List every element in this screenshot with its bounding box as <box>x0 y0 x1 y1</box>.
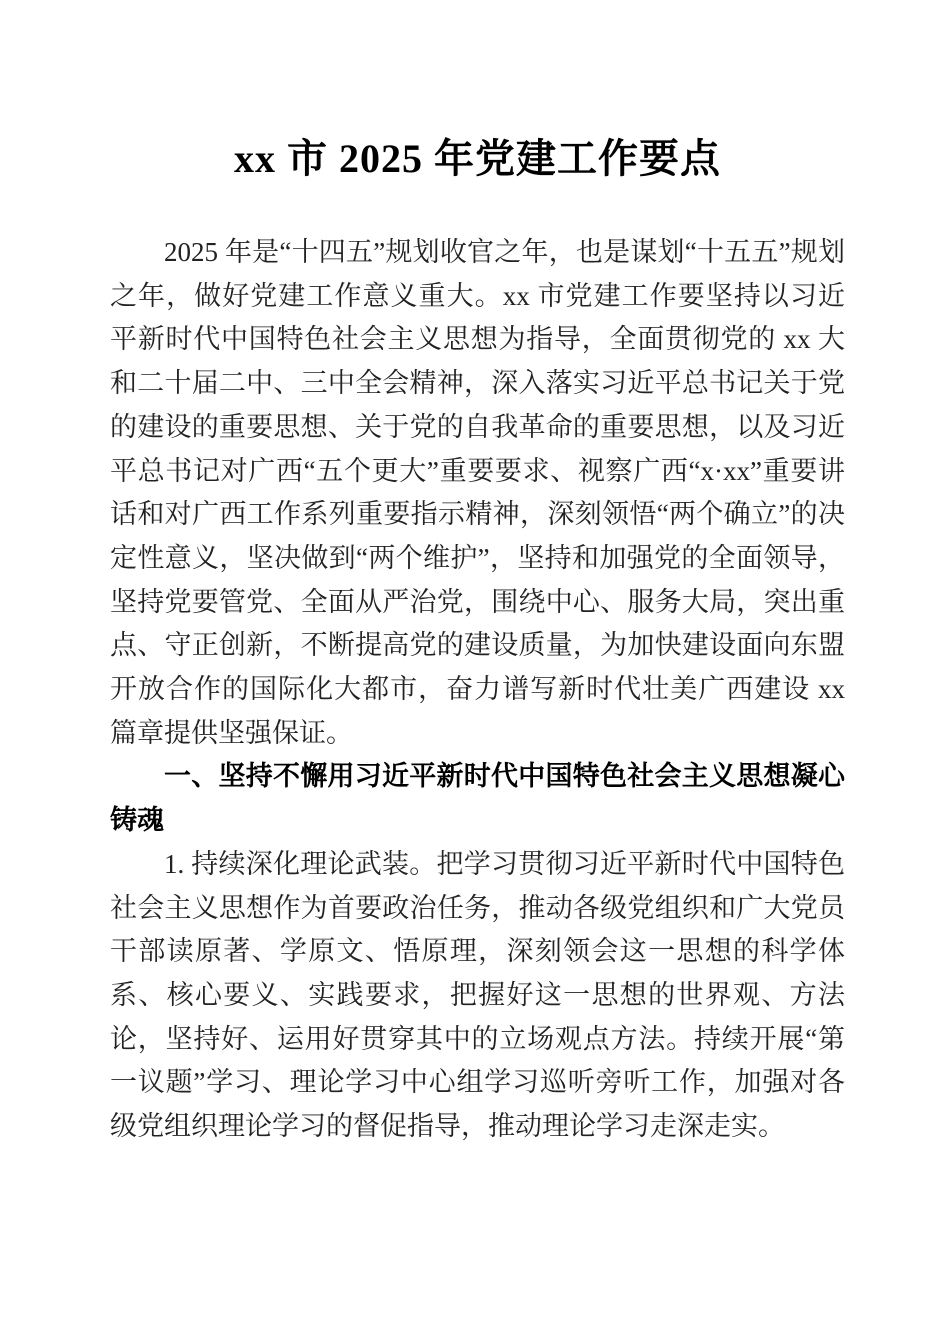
section-1-heading: 一、坚持不懈用习近平新时代中国特色社会主义思想凝心铸魂 <box>110 761 845 836</box>
intro-paragraph: 2025 年是“十四五”规划收官之年，也是谋划“十五五”规划之年，做好党建工作意义重大。xx 市党建工作要坚持以习近平新时代中国特色社会主义思想为指导，全面贯彻党的 xx 大和二十届二中、三中全会精神，深入落实习近平总书记关于党的建设的重要思想、关于党的自我革命的重要思想，以及习近平总书记对广西“五个更大”重要要求、视察广西“x·xx”重要讲话和对广西工作系列重要指示精神，深刻领悟“两个确立”的决定性意义，坚决做到“两个维护”，坚持和加强党的全面领导，坚持党要管党、全面从严治党，围绕中心、服务大局，突出重点、守正创新，不断提高党的建设质量，为加快建设面向东盟开放合作的国际化大都市，奋力谱写新时代壮美广西建设 xx 篇章提供坚强保证。 <box>110 237 845 748</box>
document-title: xx 市 2025 年党建工作要点 <box>234 136 721 181</box>
section-1-item-1: 1. 持续深化理论武装。把学习贯彻习近平新时代中国特色社会主义思想作为首要政治任务，推动各级党组织和广大党员干部读原著、学原文、悟原理，深刻领会这一思想的科学体系、核心要义、实践要求，把握好这一思想的世界观、方法论，坚持好、运用好贯穿其中的立场观点方法。持续开展“第一议题”学习、理论学习中心组学习巡听旁听工作，加强对各级党组织理论学习的督促指导，推动理论学习走深走实。 <box>110 848 845 1142</box>
document-body <box>110 231 845 1149</box>
